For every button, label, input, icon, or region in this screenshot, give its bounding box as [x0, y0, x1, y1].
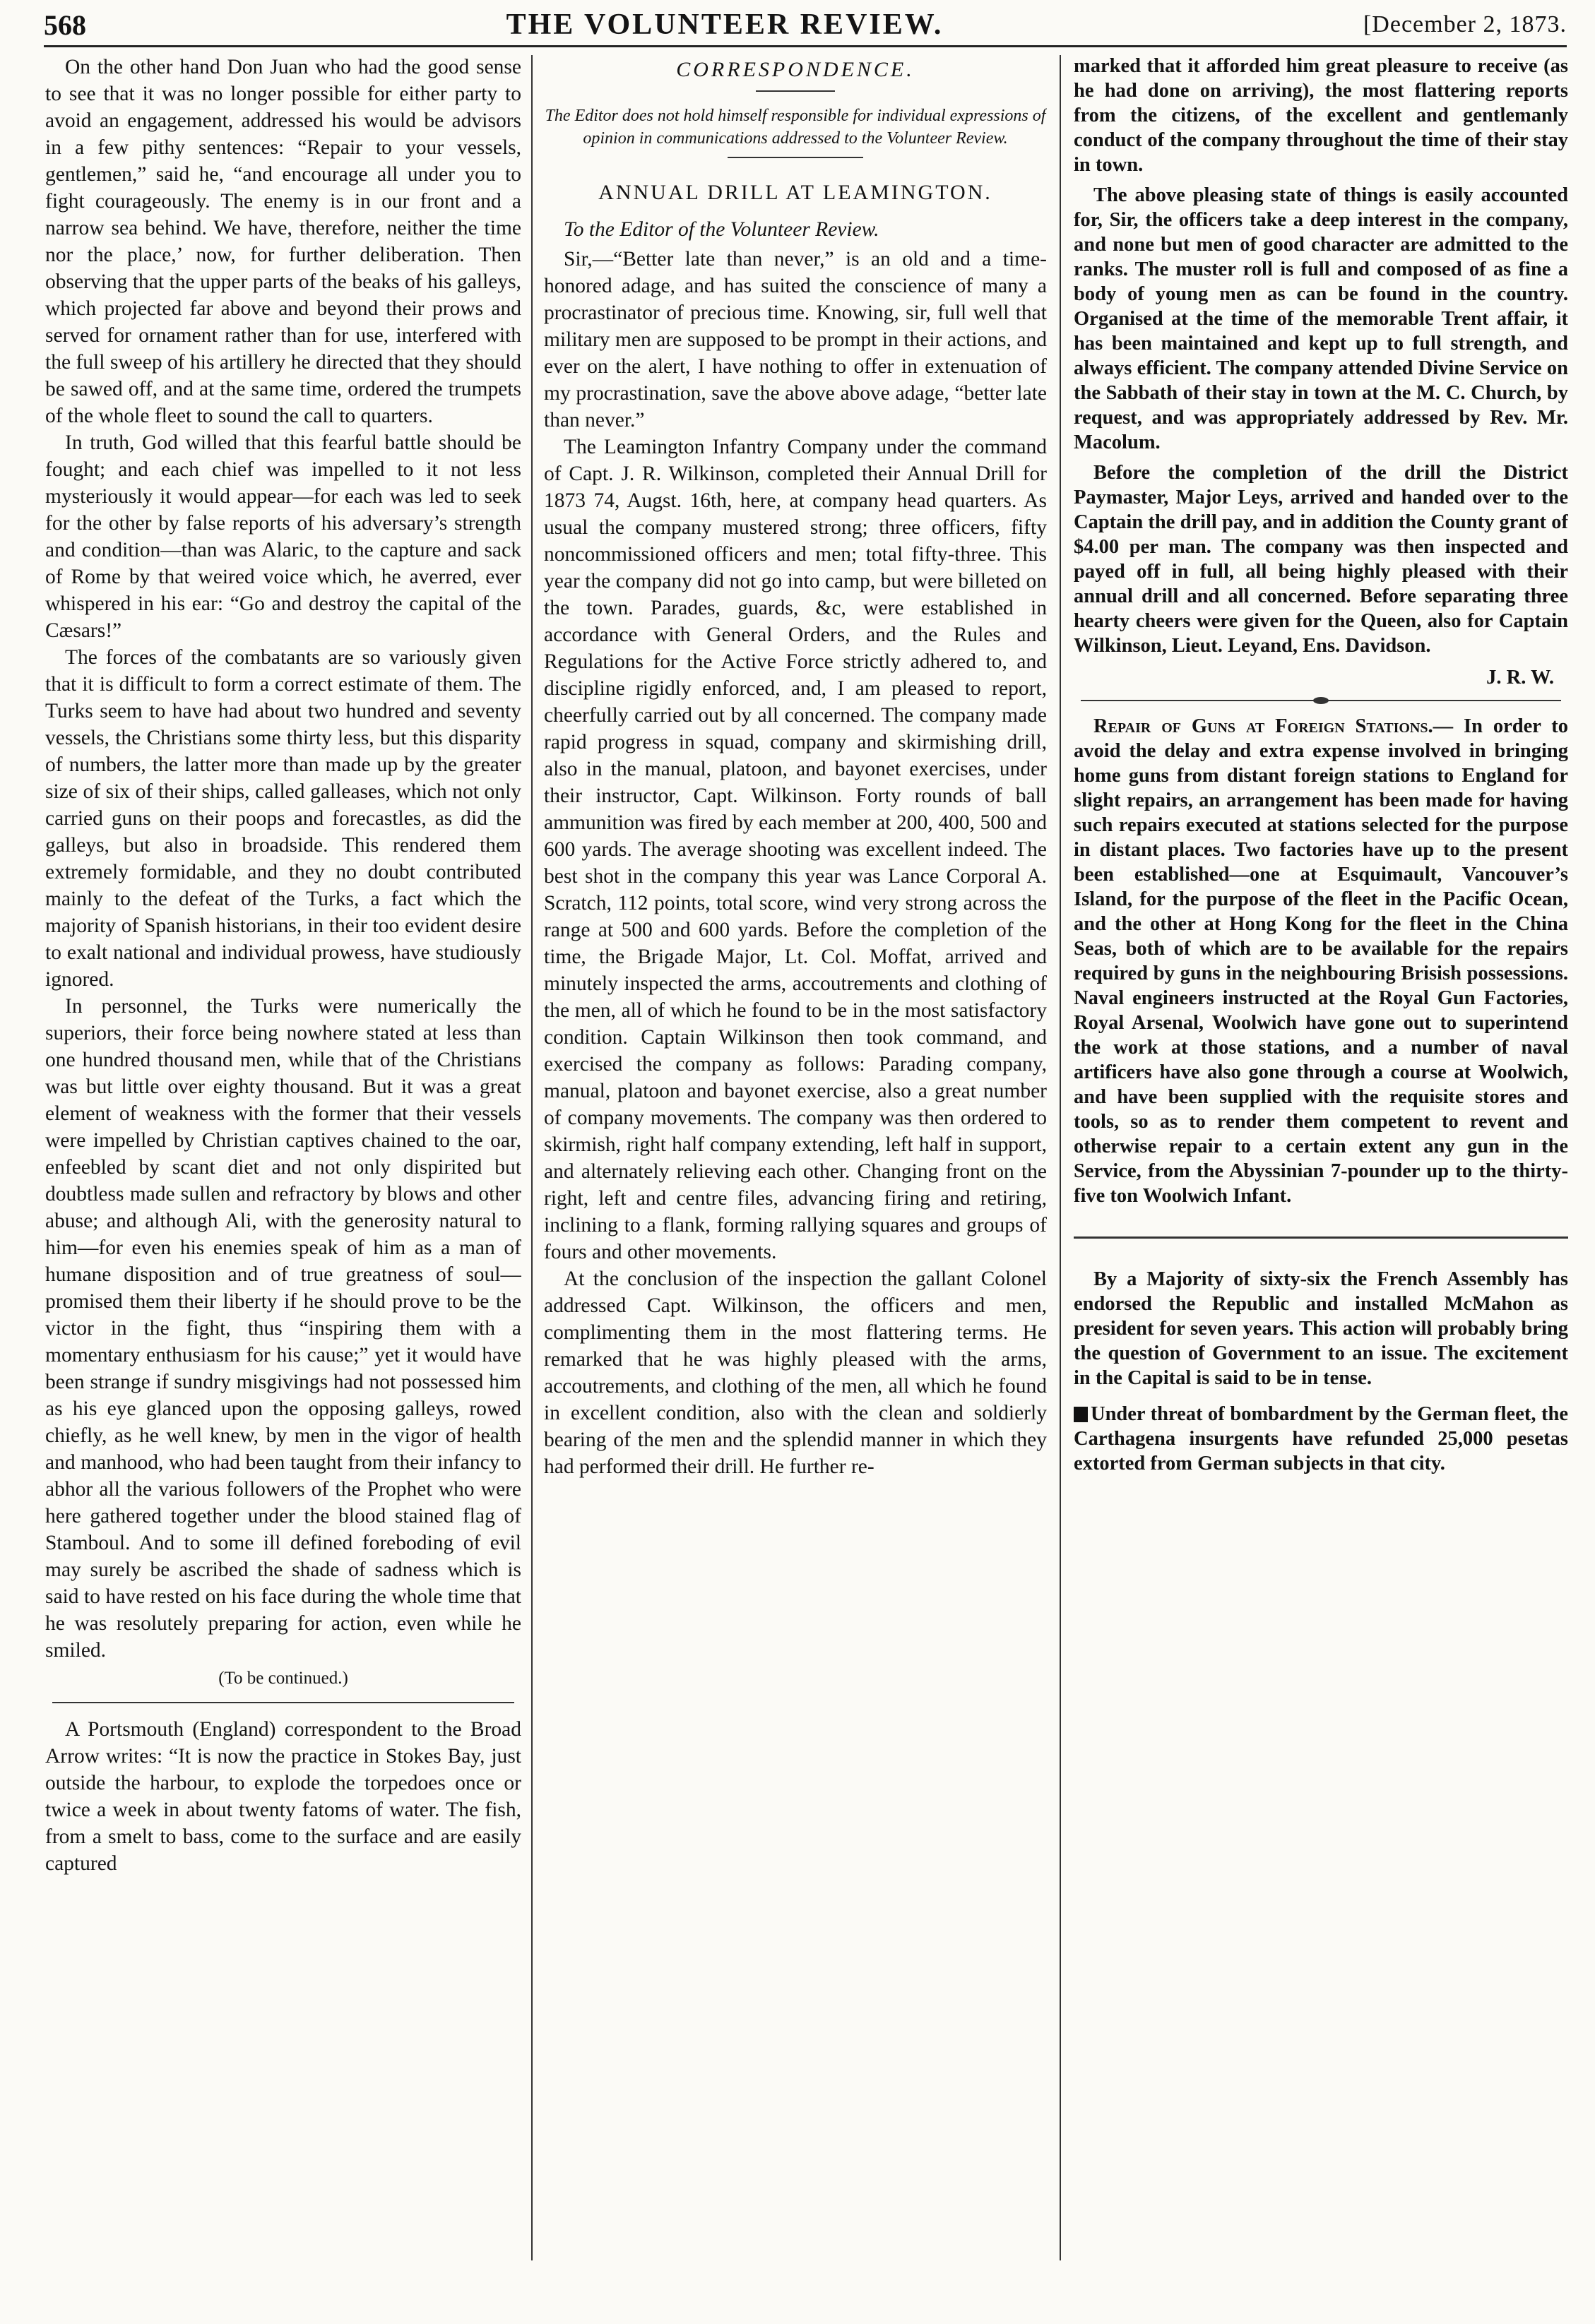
- page-header: [44, 4, 1567, 47]
- repair-heading: Repair of Guns at Foreign Stations.—: [1093, 715, 1454, 737]
- portsmouth-item: A Portsmouth (England) correspondent to the Broad Arrow writes: “It is now the practice in Stokes Bay, just outside the harbour, to explode the torpedoes once or twice a week in about twenty fatoms of water. The fish, from a smelt to bass, come to the surface and are easily captured: [45, 1718, 521, 1875]
- letter-paragraph: At the conclusion of the inspection the gallant Colonel addressed Capt. Wilkinson, the officers and men, complimenting them in the most flattering terms. He remarked that he was highly pleased with the arms, accoutrements, and clothing of the men, all which he found in excellent condition, also with the clean and soldierly bearing of the men and the splendid manner in which they had performed their drill. He further re-: [544, 1268, 1047, 1478]
- divider: [1081, 700, 1561, 701]
- letter-paragraph: The Leamington Infantry Company under the command of Capt. J. R. Wilkinson, completed their Annual Drill for 1873 74, Augst. 16th, here, at company head quarters. As usual the company mustered strong; three officers, fifty noncommissioned officers and men; total fifty-three. This year the company did not go into camp, but were billeted on the town. Parades, guards, &c, were established in accordance with General Orders, and the Rules and Regulations for the Active Force strictly adhered to, and discipline rigidly enforced, and, I am pleased to report, cheerfully carried out by all concerned. The company made rapid progress in squad, company and skirmishing drill, also in the manual, platoon, and bayonet exercises, under their instructor, Capt. Wilkinson. Forty rounds of ball ammunition was fired by each member at 200, 400, 500 and 600 yards. The average shooting was excellent indeed. The best shot in the company this year was Lance Corporal A. Scratch, 112 points, total score, wind very strong across the range at 500 and 600 yards. Before the completion of the time, the Brigade Major, Lt. Col. Moffat, arrived and minutely inspected the arms, accoutrements and clothing of the men, all of which he found to be in the most satisfactory condition. Captain Wilkinson then took command, and exercised the company as follows: Parading company, manual, platoon and bayonet exercise, also a great number of company movements. The company was then ordered to skirmish, right half company extending, left half in support, and alternately relieving each other. Changing front on the right, left and centre files, advancing firing and retiring, inclining to a flank, forming rallying squares and groups of fours and other movements.: [544, 436, 1047, 1263]
- divider: [1074, 1237, 1568, 1239]
- letter-paragraph: The above pleasing state of things is easily accounted for, Sir, the officers take a deep interest in the company, and none but men of good character are admitted to the ranks. The muster roll is full and composed of as fine a body of young men as can be found in the country. Organised at the time of the memorable Trent affair, it has been maintained and kept up to full strength, and always efficient. The company attended Divine Service on the Sabbath of their stay in town at the M. C. Church, by request, and was appropriately addressed by Rev. Mr. Macolum.: [1074, 184, 1568, 453]
- news-item-french-assembly: By a Majority of sixty-six the French Assembly has endorsed the Republic and installed McMahon as president for seven years. This action will probably bring the question of Government to an issue. The excitement in the Capital is said to be in tense.: [1074, 1268, 1568, 1389]
- issue-date: [December 2, 1873.: [1363, 11, 1567, 37]
- serial-paragraph: In personnel, the Turks were numerically the superiors, their force being nowhere stated at less than one hundred thousand men, while that of the Christians was but little over eighty thousand. But it was a great element of weakness with the former that their vessels were impelled by Christian captives chained to the oar, enfeebled by scant diet and not only dispirited but doubtless made sullen and refractory by blows and other abuse; and although Ali, with the generosity natural to him—for even his enemies speak of him as a man of humane disposition and of true greatness of soul—promised them their liberty if he should prove to be the victor in the fight, thus “inspiring them with a momentary enthusiasm for his cause;” yet it would have been strange if sundry misgivings had not possessed him as his eye glanced upon the opposing galleys, rowed chiefly, as he well knew, by men in the vigor of health and manhood, who had been taught from their infancy to abhor all the various followers of the Prophet who were here gathered together under the blood stained flag of Stamboul. And to some ill defined foreboding of evil may surely be ascribed the shade of sadness which is said to have rested on his face during the whole time that he was resolutely preparing for action, even while he smiled.: [45, 995, 521, 1662]
- serial-paragraph: In truth, God willed that this fearful battle should be fought; and each chief was impelled to it not less mysteriously it would appear—for each was led to seek for the other by false reports of his adversary’s strength and condition—than was Alaric, to the capture and sack of Rome by that weired voice which, he averred, ever whispered in his ear: “Go and destroy the capital of the Cæsars!”: [45, 431, 521, 642]
- short-divider: [728, 157, 863, 158]
- paragraph-mark-icon: [1074, 1407, 1088, 1422]
- column-rule-left: [531, 55, 533, 2260]
- letter-signature: J. R. W.: [1486, 667, 1554, 689]
- repair-article: [1074, 714, 1568, 1208]
- repair-body: In order to avoid the delay and extra expense involved in bringing home guns from distant foreign stations to England for slight repairs, an arrangement has been made for having such repairs executed at stations selected for the purpose in distant places. Two factories have up to the present been established—one at Esquimault, Vancouver’s Island, for the purpose of the fleet in the Pacific Ocean, and the other at Hong Kong for the fleet in the China Seas, both of which are to be available for the repairs required by guns in the neighbouring Brisish possessions. Naval engineers instructed at the Royal Gun Factories, Royal Arsenal, Woolwich have gone out to superintend the work at those stations, and a number of naval artificers have also gone through a course at Woolwich, and have been supplied with the requisite stores and tools, so as to render them competent to revent and otherwise repair to a certain extent any gun in the Service, from the Abyssinian 7-pounder up to the thirty-five ton Woolwich Infant.: [1074, 715, 1568, 1207]
- column-rule-right: [1060, 55, 1061, 2260]
- masthead-title: THE VOLUNTEER REVIEW.: [506, 8, 944, 41]
- salutation: To the Editor of the Volunteer Review.: [564, 218, 879, 241]
- letter-paragraph: Sir,—“Better late than never,” is an old and a time-honored adage, and has suited the conscience of many a procrastinator of precious time. Knowing, sir, full well that military men are supposed to be prompt in their actions, and ever on the alert, I have nothing to offer in extenuation of my procrastination, save the above above adage, “better late than never.”: [544, 248, 1047, 431]
- news-item-text: Under threat of bombardment by the German fleet, the Carthagena insurgents have refunded 25,000 pesetas extorted from German subjects in that city.: [1074, 1403, 1568, 1474]
- column-one: [45, 54, 521, 2260]
- letter-paragraph: marked that it afforded him great pleasure to receive (as he had done on arriving), the most flattering reports from the citizens, of the excellent and gentlemanly conduct of the company throughout the time of their stay in town.: [1074, 55, 1568, 176]
- short-divider: [756, 90, 835, 92]
- serial-paragraph: The forces of the combatants are so variously given that it is difficult to form a correct estimate of them. The Turks seem to have had about two hundred and seventy vessels, the Christians some thirty less, but this disparity of numbers, the latter more than made up by the greater size of six of their ships, called galleases, which not only carried guns on their poops and forecastles, as did the galleys, but also in broadside. This rendered them extremely formidable, and they no doubt contributed mainly to the defeat of the Turks, a fact which the majority of Spanish historians, in their too evident desire to exalt national and individual prowess, have studiously ignored.: [45, 646, 521, 991]
- column-two: [544, 54, 1047, 2260]
- page-number: 568: [44, 8, 86, 41]
- editor-disclaimer: The Editor does not hold himself responsible for individual expressions of opinion in communications addressed to the Volunteer Review.: [545, 107, 1046, 148]
- serial-paragraph: On the other hand Don Juan who had the good sense to see that it was no longer possible for either party to avoid an engagement, addressed his would be advisors in a few pithy sentences: “Repair to your vessels, gentlemen,” said he, “and encourage all under you to fight courageously. The enemy is in our front and a narrow sea behind. We have, therefore, neither the time nor the place,’ now, for further deliberation. Then observing that the upper parts of the beaks of his galleys, which projected far above and beyond their prows and served for ornament rather than for use, interfered with the full sweep of his artillery he directed that they should be sawed off, and at the same time, ordered the trumpets of the whole fleet to sound the call to quarters.: [45, 56, 521, 427]
- column-three: [1074, 54, 1568, 2260]
- divider: [52, 1702, 514, 1703]
- to-be-continued: (To be continued.): [218, 1669, 348, 1688]
- section-title: CORRESPONDENCE.: [676, 58, 915, 81]
- letter-paragraph: Before the completion of the drill the District Paymaster, Major Leys, arrived and handed over to the Captain the drill pay, and in addition the County grant of $4.00 per man. The company was then inspected and payed off in full, all being highly pleased with their annual drill and all concerned. Before separating three hearty cheers were given for the Queen, also for Captain Wilkinson, Lieut. Leyand, Ens. Davidson.: [1074, 462, 1568, 657]
- article-title: ANNUAL DRILL AT LEAMINGTON.: [598, 181, 992, 204]
- news-item-carthagena: [1074, 1402, 1568, 1476]
